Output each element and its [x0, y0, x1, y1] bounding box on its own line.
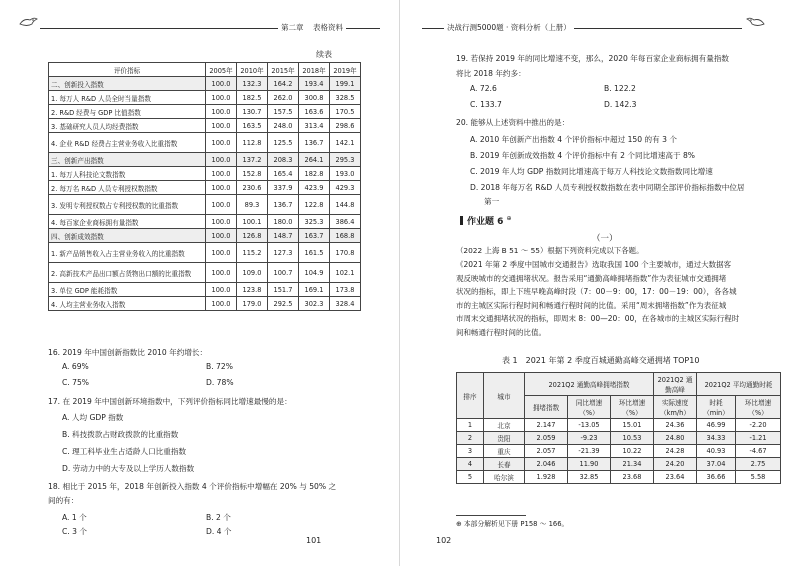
value-cell: 10.22 — [611, 445, 654, 458]
value-cell: 298.6 — [330, 119, 361, 133]
value-cell: 100.0 — [206, 167, 237, 181]
header-qoq: 环比增速（%） — [611, 396, 654, 419]
header-city: 城市 — [484, 373, 525, 419]
value-cell: 40.93 — [697, 445, 736, 458]
column-header: 评价指标 — [49, 63, 206, 77]
header-speed: 实际速度（km/h） — [654, 396, 697, 419]
value-cell: 15.01 — [611, 419, 654, 432]
question-19-stem-line1: 19. 若保持 2019 年的同比增速不变，那么，2020 年每百家企业商标拥有量指数 — [456, 54, 730, 63]
value-cell: 182.5 — [237, 91, 268, 105]
value-cell: 262.0 — [268, 91, 299, 105]
value-cell: 100.7 — [268, 263, 299, 283]
header-group-peak: 2021Q2 通勤高峰 — [654, 373, 697, 396]
q16-option-b[interactable]: B. 72% — [206, 362, 233, 371]
passage — [456, 258, 786, 339]
evaluation-index-table — [48, 62, 361, 311]
value-cell: 328.5 — [330, 91, 361, 105]
value-cell: 2.147 — [525, 419, 568, 432]
header-yoy: 同比增速（%） — [568, 396, 611, 419]
value-cell: 180.0 — [268, 215, 299, 229]
header-index: 拥堵指数 — [525, 396, 568, 419]
heading-bar-icon — [460, 216, 463, 225]
column-header: 2010年 — [237, 63, 268, 77]
value-cell: 182.8 — [299, 167, 330, 181]
value-cell: 5.58 — [736, 471, 781, 484]
q17-option-b[interactable]: B. 科技拨款占财政拨款的比重指数 — [62, 430, 179, 439]
city-cell: 北京 — [484, 419, 525, 432]
question-18-stem-line1: 18. 相比于 2015 年，2018 年创新投入指数 4 个评价指标中增幅在 20% 与 50% 之 — [48, 482, 337, 491]
q19-option-a[interactable]: A. 72.6 — [470, 84, 497, 93]
value-cell: 169.1 — [299, 283, 330, 297]
value-cell: 313.4 — [299, 119, 330, 133]
value-cell: 2.75 — [736, 458, 781, 471]
table-row — [49, 229, 361, 243]
value-cell: 429.3 — [330, 181, 361, 195]
value-cell: 100.0 — [206, 91, 237, 105]
value-cell: 89.3 — [237, 195, 268, 215]
passage-line: 状况的指标，即上下班早晚高峰时段（7：00－9：00，17：00－19：00），各各城 — [456, 287, 737, 296]
value-cell: -21.39 — [568, 445, 611, 458]
question-19-stem-line2: 将比 2018 年约多： — [456, 69, 526, 78]
value-cell: 127.3 — [268, 243, 299, 263]
q18-option-c[interactable]: C. 3 个 — [62, 527, 87, 536]
value-cell: 208.3 — [268, 153, 299, 167]
question-20-stem: 20. 能够从上述资料中推出的是： — [456, 118, 570, 127]
city-cell: 贵阳 — [484, 432, 525, 445]
value-cell: -4.67 — [736, 445, 781, 458]
value-cell: 100.0 — [206, 283, 237, 297]
q19-option-d[interactable]: D. 142.3 — [604, 100, 637, 109]
value-cell: 144.8 — [330, 195, 361, 215]
q18-option-b[interactable]: B. 2 个 — [206, 513, 231, 522]
value-cell: 136.7 — [268, 195, 299, 215]
indicator-cell: 2. 每万名 R&D 人员专利授权数指数 — [49, 181, 206, 195]
value-cell: 23.64 — [654, 471, 697, 484]
table-row — [49, 263, 361, 283]
passage-line: 市的主城区实际行程时间和畅通行程时间的比值。采用“周末拥堵指数”作为表征城 — [456, 300, 727, 310]
value-cell: 46.99 — [697, 419, 736, 432]
left-header — [40, 22, 380, 34]
value-cell: -13.05 — [568, 419, 611, 432]
value-cell: 295.3 — [330, 153, 361, 167]
value-cell: 100.0 — [206, 263, 237, 283]
value-cell: 102.1 — [330, 263, 361, 283]
rank-cell: 2 — [457, 432, 484, 445]
value-cell: 248.0 — [268, 119, 299, 133]
value-cell: 161.5 — [299, 243, 330, 263]
indicator-cell: 1. 新产品销售收入占主营业务收入的比重指数 — [49, 243, 206, 263]
table-row — [49, 77, 361, 91]
column-header: 2019年 — [330, 63, 361, 77]
table-row — [49, 91, 361, 105]
value-cell: 115.2 — [237, 243, 268, 263]
indicator-cell: 四、创新成效指数 — [49, 229, 206, 243]
value-cell: 100.0 — [206, 215, 237, 229]
q20-option-d-continued: 第一 — [484, 197, 500, 206]
passage-line: 《2021 年第 2 季度中国城市交通报告》选取我国 100 个主要城市，通过大数据客 — [456, 260, 732, 269]
header-group-commute-time: 2021Q2 平均通勤时耗 — [697, 373, 781, 396]
value-cell: 164.2 — [268, 77, 299, 91]
rank-cell: 5 — [457, 471, 484, 484]
q16-option-a[interactable]: A. 69% — [62, 362, 89, 371]
value-cell: 130.7 — [237, 105, 268, 119]
header-time: 时耗（min） — [697, 396, 736, 419]
book-title: 决战行测5000题 · 资料分析（上册） — [444, 22, 574, 34]
homework-title: 作业题 6 — [467, 217, 504, 227]
value-cell: 170.8 — [330, 243, 361, 263]
value-cell: 1.928 — [525, 471, 568, 484]
passage-line: 市周末交通拥堵状况的指标，即周末 8：00—20：00，在各城市的主城区实际行程时 — [456, 314, 740, 323]
value-cell: 2.046 — [525, 458, 568, 471]
q17-option-d[interactable]: D. 劳动力中的大专及以上学历人数指数 — [62, 464, 195, 473]
q16-option-c[interactable]: C. 75% — [62, 378, 90, 387]
indicator-cell: 4. 人均主营业务收入指数 — [49, 297, 206, 311]
q20-option-c[interactable]: C. 2019 年人均 GDP 指数同比增速高于每万人科技论文数指数同比增速 — [470, 167, 713, 176]
indicator-cell: 3. 基础研究人员人均经费指数 — [49, 119, 206, 133]
value-cell: 386.4 — [330, 215, 361, 229]
value-cell: 104.9 — [299, 263, 330, 283]
indicator-cell: 二、创新投入指数 — [49, 77, 206, 91]
value-cell: 179.0 — [237, 297, 268, 311]
value-cell: 32.85 — [568, 471, 611, 484]
subsection-label: （一） — [592, 234, 618, 244]
value-cell: 142.1 — [330, 133, 361, 153]
table-row — [49, 105, 361, 119]
value-cell: 36.66 — [697, 471, 736, 484]
value-cell: 157.5 — [268, 105, 299, 119]
value-cell: 125.5 — [268, 133, 299, 153]
city-cell: 哈尔滨 — [484, 471, 525, 484]
table-row — [457, 432, 781, 445]
value-cell: 24.80 — [654, 432, 697, 445]
rank-cell: 3 — [457, 445, 484, 458]
header-rank: 排序 — [457, 373, 484, 419]
q20-option-a[interactable]: A. 2010 年创新产出指数 4 个评价指标中超过 150 的有 3 个 — [470, 135, 677, 144]
value-cell: 21.34 — [611, 458, 654, 471]
q20-option-d[interactable]: D. 2018 年每万名 R&D 人员专利授权数指数在表中同期全部评价指标指数中位居 — [470, 183, 745, 192]
value-cell: 337.9 — [268, 181, 299, 195]
value-cell: 10.53 — [611, 432, 654, 445]
value-cell: 165.4 — [268, 167, 299, 181]
value-cell: 126.8 — [237, 229, 268, 243]
value-cell: -9.23 — [568, 432, 611, 445]
value-cell: 2.059 — [525, 432, 568, 445]
continuation-label: 续表 — [316, 50, 332, 59]
indicator-cell: 1. 每万人科技论文数指数 — [49, 167, 206, 181]
indicator-cell: 3. 单位 GDP 能耗指数 — [49, 283, 206, 297]
value-cell: 328.4 — [330, 297, 361, 311]
value-cell: 100.0 — [206, 153, 237, 167]
value-cell: 292.5 — [268, 297, 299, 311]
q19-option-c[interactable]: C. 133.7 — [470, 100, 502, 109]
value-cell: 137.2 — [237, 153, 268, 167]
value-cell: 100.0 — [206, 229, 237, 243]
q17-option-c[interactable]: C. 理工科毕业生占适龄人口比重指数 — [62, 447, 187, 456]
indicator-cell: 2. R&D 经费与 GDP 比值指数 — [49, 105, 206, 119]
header-group-congestion-index: 2021Q2 通勤高峰拥堵指数 — [525, 373, 654, 396]
value-cell: 100.0 — [206, 77, 237, 91]
indicator-cell: 4. 企业 R&D 经费占主营业务收入比重指数 — [49, 133, 206, 153]
value-cell: 24.36 — [654, 419, 697, 432]
value-cell: 100.0 — [206, 119, 237, 133]
value-cell: 199.1 — [330, 77, 361, 91]
table-row — [49, 153, 361, 167]
question-18-stem-line2: 间的有： — [48, 496, 79, 505]
table-row — [49, 167, 361, 181]
header-qoq-time: 环比增速（%） — [736, 396, 781, 419]
value-cell: 112.8 — [237, 133, 268, 153]
value-cell: 193.4 — [299, 77, 330, 91]
value-cell: 122.8 — [299, 195, 330, 215]
source-note: （2022 上海 B 51 ～ 55）根据下列资料完成以下各题。 — [456, 246, 644, 255]
value-cell: 100.1 — [237, 215, 268, 229]
table-row — [457, 419, 781, 432]
value-cell: 173.8 — [330, 283, 361, 297]
value-cell: -1.21 — [736, 432, 781, 445]
value-cell: 170.5 — [330, 105, 361, 119]
value-cell: 100.0 — [206, 133, 237, 153]
value-cell: 163.6 — [299, 105, 330, 119]
q18-option-a[interactable]: A. 1 个 — [62, 513, 87, 522]
value-cell: 148.7 — [268, 229, 299, 243]
value-cell: 193.0 — [330, 167, 361, 181]
city-cell: 长春 — [484, 458, 525, 471]
value-cell: 2.057 — [525, 445, 568, 458]
value-cell: 136.7 — [299, 133, 330, 153]
question-17-stem: 17. 在 2019 年中国创新环境指数中，下列评价指标同比增速最慢的是： — [48, 397, 292, 406]
indicator-cell: 3. 发明专利授权数占专利授权数的比重指数 — [49, 195, 206, 215]
q18-option-d[interactable]: D. 4 个 — [206, 527, 232, 536]
right-header — [422, 22, 742, 34]
q20-option-b[interactable]: B. 2019 年创新成效指数 4 个评价指标中有 2 个同比增速高于 8% — [470, 151, 696, 160]
bird-ornament-icon — [18, 14, 38, 30]
rank-cell: 1 — [457, 419, 484, 432]
table-row — [49, 297, 361, 311]
table-row — [49, 133, 361, 153]
value-cell: 24.20 — [654, 458, 697, 471]
value-cell: 24.28 — [654, 445, 697, 458]
q16-option-d[interactable]: D. 78% — [206, 378, 234, 387]
table-row — [457, 458, 781, 471]
value-cell: 123.8 — [237, 283, 268, 297]
column-header: 2015年 — [268, 63, 299, 77]
value-cell: 163.7 — [299, 229, 330, 243]
q17-option-a[interactable]: A. 人均 GDP 指数 — [62, 413, 124, 422]
table-row — [49, 243, 361, 263]
value-cell: 100.0 — [206, 297, 237, 311]
value-cell: 11.90 — [568, 458, 611, 471]
table-row — [49, 283, 361, 297]
q19-option-b[interactable]: B. 122.2 — [604, 84, 636, 93]
homework-heading — [460, 214, 512, 227]
table-row — [457, 471, 781, 484]
passage-line: 观反映城市的交通拥堵状况。报告采用“通勤高峰拥堵指数”作为表征城市交通拥堵 — [456, 273, 727, 283]
section-label: 表格资料 — [313, 23, 344, 32]
value-cell: 100.0 — [206, 195, 237, 215]
bird-ornament-icon — [746, 14, 766, 30]
column-header: 2005年 — [206, 63, 237, 77]
indicator-cell: 三、创新产出指数 — [49, 153, 206, 167]
value-cell: 100.0 — [206, 243, 237, 263]
table-caption: 表 1 2021 年第 2 季度百城通勤高峰交通拥堵 TOP10 — [502, 356, 700, 365]
left-page-number: 101 — [306, 536, 322, 545]
value-cell: 132.3 — [237, 77, 268, 91]
value-cell: 37.04 — [697, 458, 736, 471]
column-header: 2018年 — [299, 63, 330, 77]
value-cell: 34.33 — [697, 432, 736, 445]
value-cell: 423.9 — [299, 181, 330, 195]
rank-cell: 4 — [457, 458, 484, 471]
value-cell: 302.3 — [299, 297, 330, 311]
value-cell: 168.8 — [330, 229, 361, 243]
value-cell: 109.0 — [237, 263, 268, 283]
footnote: ⊕ 本部分解析见下册 P158 ～ 166。 — [456, 520, 569, 528]
table-row — [457, 445, 781, 458]
value-cell: 163.5 — [237, 119, 268, 133]
table-header-row — [49, 63, 361, 77]
footnote-rule — [456, 515, 526, 516]
table-header-row — [457, 373, 781, 396]
city-cell: 重庆 — [484, 445, 525, 458]
table-row — [49, 119, 361, 133]
chapter-label: 第二章 — [281, 23, 304, 32]
value-cell: 300.8 — [299, 91, 330, 105]
value-cell: 23.68 — [611, 471, 654, 484]
question-16-stem: 16. 2019 年中国创新指数比 2010 年约增长： — [48, 348, 208, 357]
table-row — [49, 181, 361, 195]
value-cell: 100.0 — [206, 181, 237, 195]
value-cell: 264.1 — [299, 153, 330, 167]
indicator-cell: 4. 每百家企业商标拥有量指数 — [49, 215, 206, 229]
value-cell: 151.7 — [268, 283, 299, 297]
table-row — [49, 215, 361, 229]
footnote-mark: ⊕ — [506, 215, 512, 222]
value-cell: 230.6 — [237, 181, 268, 195]
value-cell: -2.20 — [736, 419, 781, 432]
indicator-cell: 1. 每万人 R&D 人员全时当量指数 — [49, 91, 206, 105]
value-cell: 325.3 — [299, 215, 330, 229]
value-cell: 100.0 — [206, 105, 237, 119]
right-page-number: 102 — [436, 536, 452, 545]
indicator-cell: 2. 高新技术产品出口额占货物出口额的比重指数 — [49, 263, 206, 283]
city-congestion-table — [456, 372, 781, 484]
table-row — [49, 195, 361, 215]
value-cell: 152.8 — [237, 167, 268, 181]
passage-line: 间和畅通行程时间的比值。 — [456, 327, 546, 337]
